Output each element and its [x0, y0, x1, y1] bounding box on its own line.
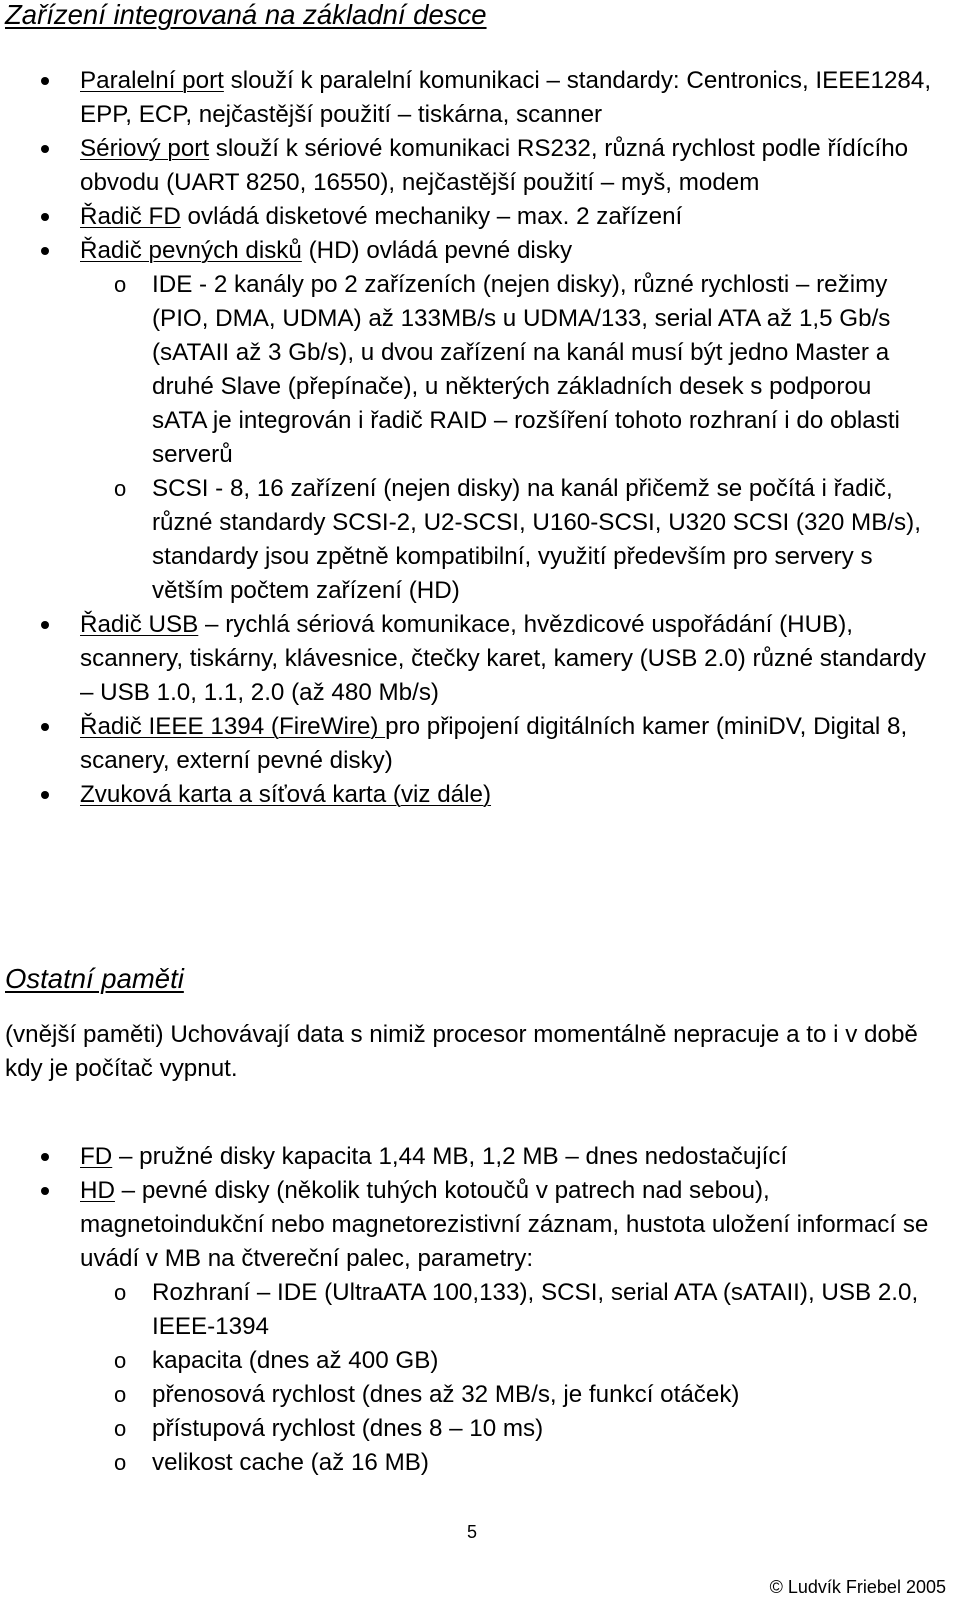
- term-serial-port: Sériový port: [80, 135, 210, 162]
- subitem-text: Rozhraní – IDE (UltraATA 100,133), SCSI, serial ATA (sATAII), USB 2.0, IEEE-1394: [152, 1279, 919, 1340]
- bullet-icon: [41, 213, 49, 221]
- item-text: slouží k paralelní komunikaci – standardy: Centronics, IEEE1284, EPP, ECP, nejčastější použití – tiskárna, scanner: [80, 67, 932, 128]
- bullet-icon: [41, 1153, 49, 1161]
- circle-marker-icon: o: [114, 1280, 127, 1305]
- list-item: [0, 234, 960, 608]
- item-text: – pevné disky (několik tuhých kotoučů v patrech nad sebou), magnetoindukční nebo magnetorezistivní záznam, hustota uložení informací se uvádí v MB na čtvereční palec, parametry:: [80, 1177, 929, 1272]
- bullet-icon: [41, 791, 49, 799]
- subitem-text: přenosová rychlost (dnes až 32 MB/s, je funkcí otáček): [152, 1381, 740, 1408]
- subitem-text: SCSI - 8, 16 zařízení (nejen disky) na kanál přičemž se počítá i řadič, různé standardy SCSI-2, U2-SCSI, U160-SCSI, U320 SCSI (320 MB/s), standardy jsou zpětně kompatibilní, využití především pro servery s větším počtem zařízení (HD): [152, 475, 921, 604]
- list-item: [0, 200, 960, 234]
- hd-controller-sublist: [80, 268, 946, 608]
- bullet-icon: [41, 621, 49, 629]
- item-text: pro připojení digitálních kamer (miniDV, Digital 8, scanery, externí pevné disky): [80, 713, 908, 774]
- section-title-other-memory: Ostatní paměti: [5, 963, 184, 994]
- term-fd: FD: [80, 1143, 113, 1170]
- circle-marker-icon: o: [114, 1416, 127, 1441]
- list-item: [0, 1140, 960, 1174]
- term-hd-controller: Řadič pevných disků: [80, 237, 302, 264]
- item-text: – pružné disky kapacita 1,44 MB, 1,2 MB – dnes nedostačující: [112, 1143, 788, 1170]
- term-fd-controller: Řadič FD: [80, 203, 181, 230]
- bullet-icon: [41, 1187, 49, 1195]
- term-sound-network-card: Zvuková karta a síťová karta (viz dále): [80, 781, 492, 808]
- copyright-footer: © Ludvík Friebel 2005: [769, 1577, 946, 1597]
- subitem-text: kapacita (dnes až 400 GB): [152, 1347, 439, 1374]
- integrated-devices-list: [0, 64, 960, 812]
- list-item: [0, 608, 960, 710]
- list-item: [0, 1174, 960, 1480]
- circle-marker-icon: o: [114, 1348, 127, 1373]
- list-item: [0, 132, 960, 200]
- sublist-item: [0, 268, 946, 472]
- item-text: – rychlá sériová komunikace, hvězdicové uspořádání (HUB), scannery, tiskárny, klávesnice, čtečky karet, kamery (USB 2.0) různé standardy – USB 1.0, 1.1, 2.0 (až 480 Mb/s): [80, 611, 926, 706]
- sublist-item: [0, 1412, 946, 1446]
- circle-marker-icon: o: [114, 476, 127, 501]
- subitem-text: přístupová rychlost (dnes 8 – 10 ms): [152, 1415, 544, 1442]
- sublist-item: [0, 1344, 946, 1378]
- item-text: ovládá disketové mechaniky – max. 2 zařízení: [180, 203, 683, 230]
- page-number: 5: [467, 1522, 478, 1542]
- term-usb-controller: Řadič USB: [80, 611, 199, 638]
- list-item: [0, 710, 960, 778]
- circle-marker-icon: o: [114, 272, 127, 297]
- subitem-text: velikost cache (až 16 MB): [152, 1449, 429, 1476]
- other-memory-intro: (vnější paměti) Uchovávají data s nimiž procesor momentálně nepracuje a to i v době kdy je počítač vypnut.: [5, 1021, 918, 1082]
- circle-marker-icon: o: [114, 1382, 127, 1407]
- sublist-item: [0, 1276, 946, 1344]
- list-item: [0, 64, 960, 132]
- subitem-text: IDE - 2 kanály po 2 zařízeních (nejen disky), různé rychlosti – režimy (PIO, DMA, UDMA) až 133MB/s u UDMA/133, serial ATA až 1,5 Gb/s (sATAII až 3 Gb/s), u dvou zařízení na kanál musí být jedno Master a druhé Slave (přepínače), u některých základních desek s podporou sATA je integrován i řadič RAID – rozšíření tohoto rozhraní i do oblasti serverů: [152, 271, 900, 468]
- bullet-icon: [41, 247, 49, 255]
- other-memory-list: [0, 1140, 960, 1480]
- circle-marker-icon: o: [114, 1450, 127, 1475]
- term-ieee1394-controller: Řadič IEEE 1394 (FireWire): [80, 713, 386, 740]
- bullet-icon: [41, 77, 49, 85]
- list-item: [0, 778, 960, 812]
- sublist-item: [0, 1446, 946, 1480]
- section-title-integrated-devices: Zařízení integrovaná na základní desce: [5, 0, 487, 30]
- bullet-icon: [41, 723, 49, 731]
- item-text: (HD) ovládá pevné disky: [301, 237, 573, 264]
- sublist-item: [0, 472, 946, 608]
- bullet-icon: [41, 145, 49, 153]
- sublist-item: [0, 1378, 946, 1412]
- item-text: slouží k sériové komunikaci RS232, různá rychlost podle řídícího obvodu (UART 8250, 16550), nejčastější použití – myš, modem: [80, 135, 909, 196]
- term-parallel-port: Paralelní port: [80, 67, 224, 94]
- term-hd: HD: [80, 1177, 115, 1204]
- hd-parameters-sublist: [80, 1276, 946, 1480]
